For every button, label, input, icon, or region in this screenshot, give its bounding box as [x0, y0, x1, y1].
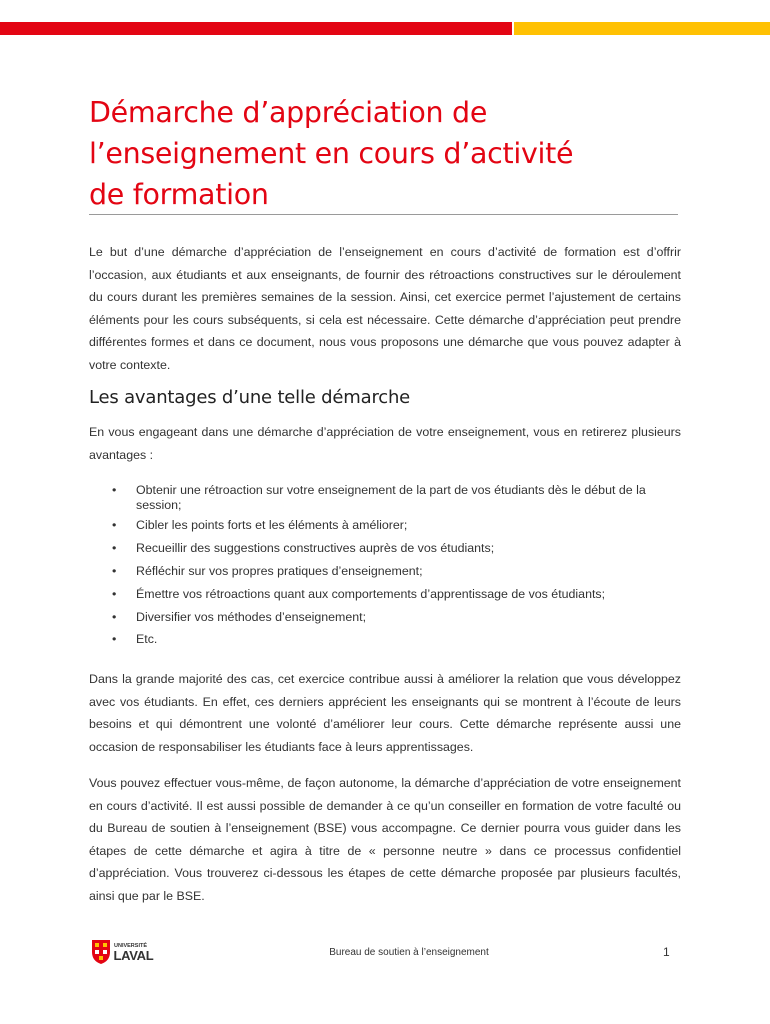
title-line: Démarche d’appréciation de	[89, 96, 488, 129]
title-line: de formation	[89, 178, 269, 211]
text-line: votre contexte.	[89, 357, 171, 372]
bullet-icon: •	[112, 541, 117, 555]
list-item-text	[136, 483, 681, 513]
text-line: l’occasion, aux étudiants et aux enseignants, de fournir des rétroactions constructives sur le déroulement	[89, 267, 681, 282]
text-line: session;	[136, 498, 182, 512]
text-line: En vous engageant dans une démarche d’appréciation de votre enseignement, vous en retirerez plusieurs	[89, 425, 681, 439]
list-item-text	[136, 518, 681, 533]
logo-top-text: UNIVERSITÉ	[114, 943, 148, 949]
bullet-icon: •	[112, 587, 117, 601]
bullet-icon: •	[112, 610, 117, 624]
section-heading: Les avantages d’une telle démarche	[89, 387, 411, 408]
list-item-text	[136, 541, 681, 556]
text-line: Recueillir des suggestions constructives auprès de vos étudiants;	[136, 541, 495, 555]
list-item-text	[136, 564, 681, 579]
text-line: Obtenir une rétroaction sur votre enseignement de la part de vos étudiants dès le début de la	[136, 483, 646, 497]
text-line: différentes formes et dans ce document, nous vous proposons une démarche que vous pouvez adapter à	[89, 335, 681, 350]
text-line: étapes de cette démarche et agira à titre de « personne neutre » dans ce processus confidentiel	[89, 843, 681, 858]
text-line: ainsi que par le BSE.	[89, 888, 205, 903]
header-color-bar	[0, 22, 770, 35]
title-line: l’enseignement en cours d’activité	[89, 137, 574, 170]
list-item-text	[136, 587, 681, 602]
document-title	[89, 92, 689, 215]
text-line: besoins et qui démontrent une volonté d’améliorer leur cours. Cette démarche représente aussi une	[89, 717, 681, 732]
text-line: du cours durant les premières semaines de la session. Ainsi, cet exercice permet l’ajustement de certains	[89, 290, 681, 305]
text-line: Réfléchir sur vos propres pratiques d’enseignement;	[136, 564, 423, 578]
bullet-icon: •	[112, 483, 117, 497]
section-intro-paragraph	[89, 421, 681, 466]
text-line: en cours d’activité. Il est aussi possible de demander à ce qu’un conseiller en formation de votre faculté ou	[89, 798, 681, 813]
title-divider	[89, 214, 678, 215]
text-line: avantages :	[89, 447, 154, 462]
text-line: du Bureau de soutien à l’enseignement (BSE) vous accompagne. Ce dernier pourra vous guider dans les	[89, 821, 681, 836]
header-bar-yellow	[514, 22, 770, 35]
intro-paragraph	[89, 241, 681, 377]
text-line: Etc.	[136, 632, 158, 646]
text-line: occasion de responsabiliser les étudiants face à leurs apprentissages.	[89, 739, 474, 754]
relation-paragraph	[89, 668, 681, 758]
text-line: avec vos étudiants. En effet, ces derniers apprécient les enseignants qui se montrent à l’écoute de leurs	[89, 694, 681, 709]
text-line: Vous pouvez effectuer vous-même, de façon autonome, la démarche d’appréciation de votre enseignement	[89, 776, 681, 790]
text-line: d’appréciation. Vous trouverez ci-dessous les étapes de cette démarche proposée par plusieurs facultés,	[89, 866, 681, 881]
text-line: Le but d’une démarche d’appréciation de l’enseignement en cours d’activité de formation est d’offrir	[89, 245, 681, 259]
page-number: 1	[663, 945, 670, 959]
header-bar-red	[0, 22, 512, 35]
bullet-icon: •	[112, 564, 117, 578]
text-line: Émettre vos rétroactions quant aux comportements d’apprentissage de vos étudiants;	[136, 587, 606, 601]
bullet-icon: •	[112, 632, 117, 646]
text-line: éléments pour les cours subséquents, si cela est nécessaire. Cette démarche d’appréciation peut prendre	[89, 312, 681, 327]
text-line: Dans la grande majorité des cas, cet exercice contribue aussi à améliorer la relation que vous développez	[89, 672, 681, 686]
list-item-text	[136, 610, 681, 625]
list-item-text	[136, 632, 681, 647]
text-line: Cibler les points forts et les éléments à améliorer;	[136, 518, 408, 532]
footer-center-text: Bureau de soutien à l’enseignement	[329, 947, 489, 958]
bullet-icon: •	[112, 518, 117, 532]
text-line: Diversifier vos méthodes d’enseignement;	[136, 610, 367, 624]
logo-bottom-text: LAVAL	[113, 948, 154, 963]
autonomy-paragraph	[89, 772, 681, 908]
